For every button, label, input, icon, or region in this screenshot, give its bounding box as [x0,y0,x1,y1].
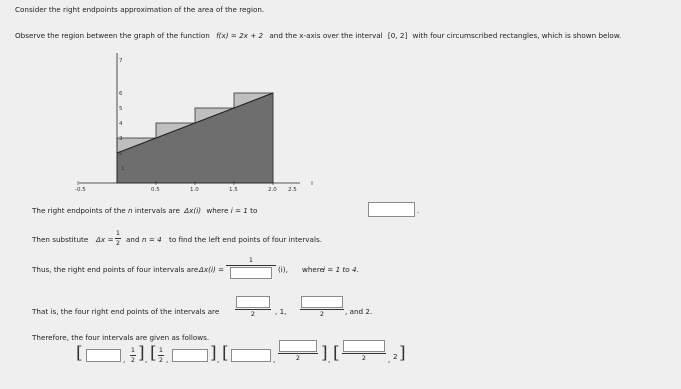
bracket-close: ] [210,343,217,363]
fraction-denominator: 2 [295,354,301,362]
fraction-denominator: 2 [361,354,367,362]
answer-box-interval-4-numerator[interactable] [343,340,385,352]
bracket-open: [ [333,343,340,363]
x-tick-label: -0.5 [75,187,86,193]
bracket-open: [ [150,343,157,363]
q1-text-e: to [250,206,258,215]
interval-expression: [0, 2] [387,31,408,40]
comma: , [123,355,126,364]
q5-text: Therefore, the four intervals are given as follows. [32,333,210,342]
function-expression: f(x) = 2x + 2 [216,31,264,40]
statement-part-b: and the x-axis over the interval [269,31,383,40]
question-right-endpoints [32,207,257,214]
answer-box-interval-3-start[interactable] [231,349,271,362]
x-tick-label: 0.5 [151,187,160,193]
fraction-interval-3-end [278,340,318,362]
statement-part-c: with four circumscribed rectangles, which is shown below. [412,31,622,40]
q2-dx: Δx = [96,235,114,244]
problem-statement [15,32,621,39]
q2-n-value: n = 4 [142,235,162,244]
fraction-one-half [158,347,164,363]
answer-box-endpoint-upper[interactable] [368,202,415,217]
fraction-numerator: 1 [115,229,121,237]
fraction-numerator: 1 [130,346,136,354]
y-tick-label: 1 [121,166,125,172]
bracket-open: [ [76,343,83,363]
fraction-denominator: 2 [319,310,325,318]
comma: , [145,355,148,364]
comma: , [388,355,391,364]
q2-text-c: to find the left end points of four intervals. [169,235,322,244]
y-tick-label: 2 [119,151,123,157]
fraction-one-half [130,347,136,363]
q3-text-c: where [302,265,325,274]
x-tick-label: 2.0 [268,187,277,193]
q4-end: , and 2. [345,307,373,316]
bracket-close: ] [399,343,406,363]
bracket-open: [ [222,343,229,363]
comma: , [217,355,220,364]
x-tick-label: 2.5 [288,187,297,193]
answer-box-denominator[interactable] [230,267,272,279]
y-tick-label: 4 [119,121,123,127]
intro-line: Consider the right endpoints approximation of the area of the region. [15,5,265,14]
y-tick-label: 5 [119,106,123,112]
answer-box-interval-2-end[interactable] [172,349,208,362]
q4-mid: , 1, [275,307,287,316]
statement-part-a: Observe the region between the graph of the function [15,31,210,40]
q1-n: n [128,206,133,215]
q1-index: i = 1 [230,206,248,215]
q3-range: i = 1 to 4. [323,265,359,274]
q3-text-b: (i), [278,265,288,274]
y-tick-label: 3 [119,136,123,142]
answer-box-numerator-1[interactable] [236,296,270,308]
q1-expression: Δx(i) [184,206,202,215]
function-graph [75,48,315,198]
q2-text-a: Then substitute [32,235,89,244]
q4-text-a: That is, the four right end points of the intervals are [32,307,220,316]
comma: , [273,355,276,364]
y-tick-label: 7 [119,58,123,64]
answer-box-numerator-3[interactable] [301,296,343,308]
y-tick-label: 6 [119,91,123,97]
q1-text-b: intervals are [134,206,180,215]
fraction-interval-4-start [342,340,386,362]
comma: , [328,355,331,364]
comma: , [166,355,169,364]
bracket-close: ] [321,343,328,363]
fraction-one-half [115,230,121,246]
q3-text-a: Thus, the right end points of four intervals are [32,265,199,274]
answer-box-interval-3-numerator[interactable] [279,340,317,352]
q3-expression: Δx(i) = [199,265,225,274]
fraction-numerator: 1 [248,256,254,264]
x-tick-label: 1.0 [190,187,199,193]
q2-text-b: and [126,235,140,244]
fraction-endpoint-third [300,296,344,318]
interval-4-end: 2 [393,352,398,361]
fraction-numerator: 1 [158,346,164,354]
q1-period: . [417,206,420,215]
q1-text-a: The right endpoints of the [32,206,126,215]
fraction-endpoint-first [235,296,271,318]
fraction-denominator: 2 [115,238,121,247]
fraction-denominator: 2 [130,355,136,364]
answer-box-interval-1-start[interactable] [86,349,121,362]
fraction-denominator: 2 [158,355,164,364]
q1-text-c: where [206,206,229,215]
x-tick-label: 1.5 [229,187,238,193]
fraction-denominator: 2 [250,310,256,318]
bracket-close: ] [138,343,145,363]
fraction-blank-denominator [226,257,276,279]
